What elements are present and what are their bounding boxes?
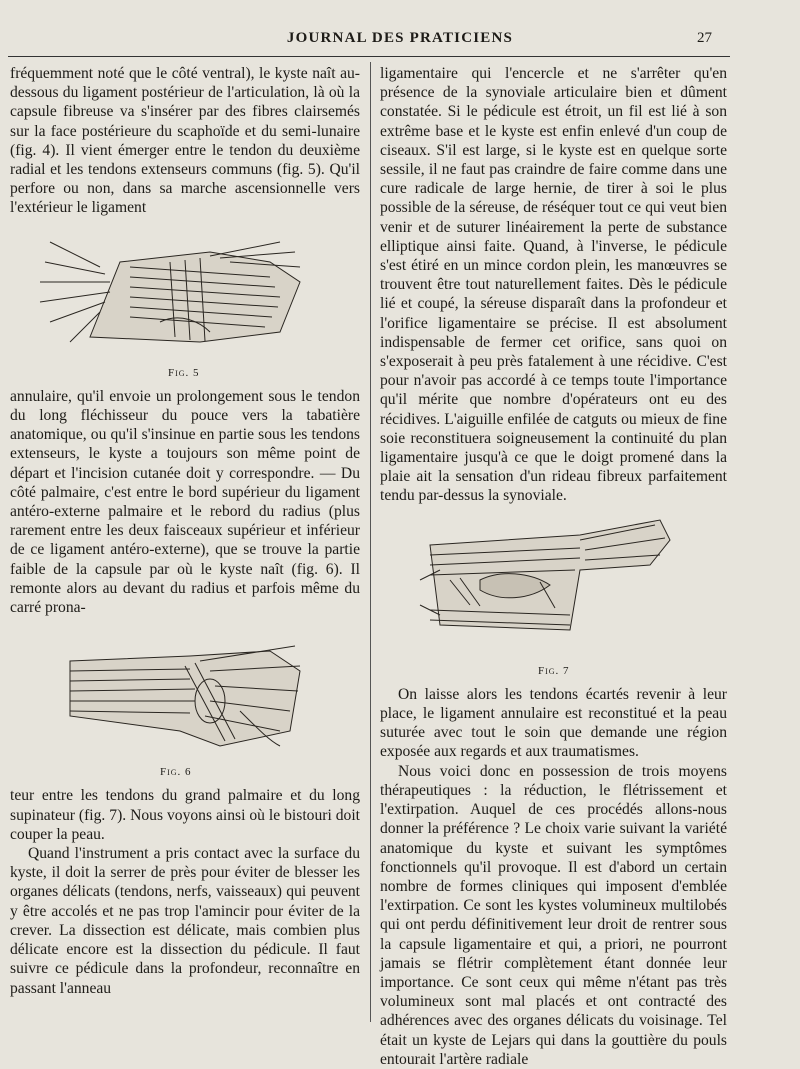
right-paragraph-2: On laisse alors les tendons écartés revenir à leur place, le ligament annulaire est reconstitué et la peau suturée avec tout le soin que demande une région exposée aux regards et aux traumatismes. xyxy=(380,685,727,761)
figure-7 xyxy=(380,510,727,681)
figure-5 xyxy=(10,222,360,383)
figure-7-caption: Fig. 7 xyxy=(538,664,570,677)
left-paragraph-4: Quand l'instrument a pris contact avec la surface du kyste, il doit la serrer de près pour éviter de blesser les organes délicats (tendons, nerfs, vaisseaux) qui peuvent y être accolés et ne pas trop l'amincir pour éviter de la crever. La dissection est délicate, mais combien plus délicate encore est la dissection du pédicule. Il faut suivre ce pédicule dans la profondeur, reconnaître en passant l'anneau xyxy=(10,845,360,997)
left-paragraph-1: fréquemment noté que le côté ventral), le kyste naît au-dessous du ligament postérieur de l'articulation, là où la capsule fibreuse va s'insérer par des fibres clairsemés sur la face postérieure du scaphoïde et du semi-lunaire (fig. 4). Il vient émerger entre le tendon du deuxième radial et les tendons extenseurs communs (fig. 5). Qu'il perfore ou non, dans sa marche ascensionnelle vers l'extérieur le ligament xyxy=(10,65,360,217)
header-rule xyxy=(8,56,730,57)
left-column xyxy=(10,64,360,998)
hand-palmar-illustration xyxy=(10,621,360,761)
figure-5-caption: Fig. 5 xyxy=(168,366,200,379)
right-paragraph-3: Nous voici donc en possession de trois moyens thérapeutiques : la réduction, le flétrissement et l'extirpation. Auquel de ces procédés allons-nous donner la préférence ? Le choix varie suivant la variété anatomique du kyste et suivant les symptômes fonctionnels qu'il provoque. Il est d'abord un certain nombre de formes cliniques qui imposent d'emblée l'extirpation. Ce sont les kystes volumineux multilobés qui ont perdu définitivement leur droit de rentrer sous la capsule ligamentaire et qui, a priori, ne pourront jamais se flétrir complètement étant donnée leur importance. Ce sont ceux qui même n'étant pas très volumineux sont mal placés et ont contracté des adhérences avec des organes délicats du voisinage. Tel était un kyste de Lejars qui dans la gouttière du pouls entourait l'artère radiale xyxy=(380,762,727,1068)
journal-title: JOURNAL DES PRATICIENS xyxy=(286,30,514,46)
right-paragraph-1: ligamentaire qui l'encercle et ne s'arrêter qu'en présence de la synoviale articulaire bien et dûment constatée. Si le pédicule est étroit, un fil est lié à son extrême base et le kyste est enfin enlevé d'un coup de ciseaux. S'il est large, si le kyste est en quelque sorte sessile, il ne faut pas craindre de faire comme dans une cure radicale de large hernie, de tirer à soi le plus possible de la séreuse, de réséquer tout ce qui veut bien venir et de suturer linéairement la perte de substance elliptique ainsi faite. Quand, à l'inverse, le pédicule s'est étiré en un mince cordon plein, les manœuvres se trouvent être tout naturellement faites. Dès le pédicule lié et coupé, la séreuse disparaît dans la profondeur et l'orifice ligamentaire se précise. Il est absolument indispensable de fermer cet orifice, sans quoi on s'exposerait à peu près fatalement à une récidive. C'est pour n'avoir pas accordé à ce temps toute l'importance qu'il mérite que nombre d'opérateurs ont eu des récidives. L'aiguille enfilée de catguts ou mieux de fine soie reconstituera soigneusement la continuité du plan ligamentaire jusqu'à ce que le doigt promené dans la plaie ait la sensation d'un rideau fibreux parfaitement tendu par-dessus la synoviale. xyxy=(380,65,727,505)
forearm-dissection-illustration xyxy=(380,510,727,660)
column-separator xyxy=(370,62,371,1022)
running-header xyxy=(0,30,800,52)
right-column xyxy=(380,64,727,1069)
page-number: 27 xyxy=(697,30,712,46)
left-paragraph-3: teur entre les tendons du grand palmaire et du long supinateur (fig. 7). Nous voyons ainsi où le bistouri doit couper la peau. xyxy=(10,787,360,843)
left-paragraph-2: annulaire, qu'il envoie un prolongement sous le tendon du long fléchisseur du pouce vers la tabatière anatomique, ou qu'il s'insinue en partie sous les tendons extenseurs, le kyste a toujours son même point de départ et l'incision cutanée doit y correspondre. — Du côté palmaire, c'est entre le bord supérieur du ligament antéro-externe palmaire et le rebord du radius (plus rarement entre les deux faisceaux supérieur et inférieur de ce ligament antéro-externe), que se trouve la partie faible de la capsule par où le kyste naît (fig. 6). Il remonte alors au devant du radius et parfois même du carré prona- xyxy=(10,387,360,617)
hand-dorsal-illustration xyxy=(10,222,360,362)
figure-6-caption: Fig. 6 xyxy=(160,766,192,779)
figure-6 xyxy=(10,621,360,782)
